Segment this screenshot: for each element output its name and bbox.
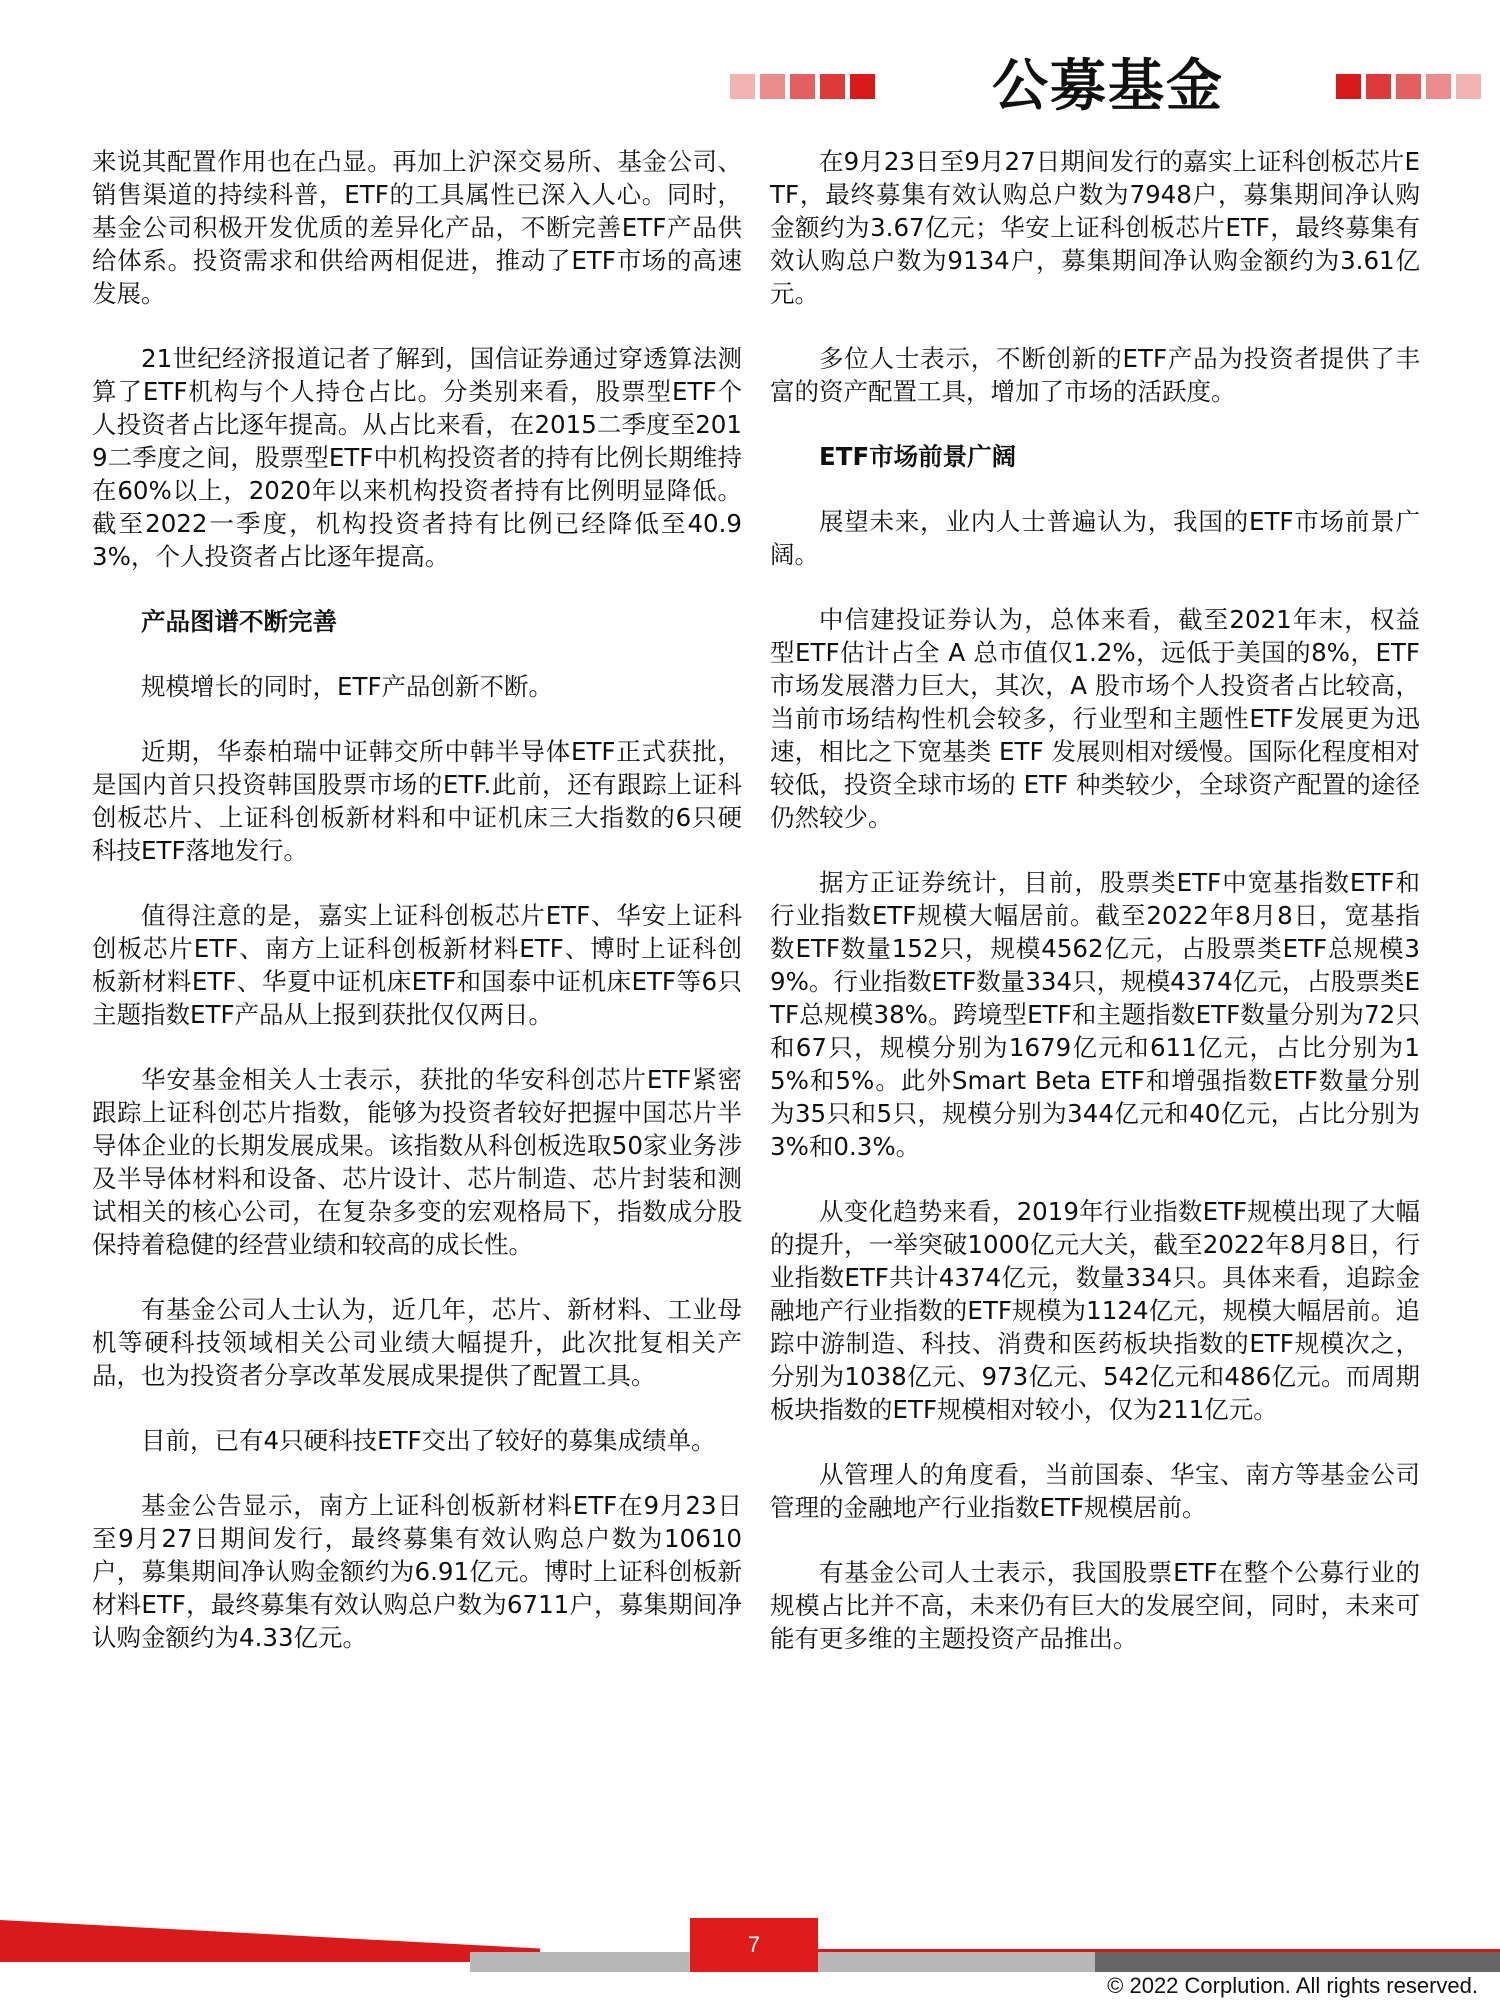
header-square-right-2 (1366, 74, 1391, 99)
header-square-right-5 (1456, 74, 1481, 99)
header-decor-left (730, 74, 875, 99)
article-paragraph: 从管理人的角度看，当前国泰、华宝、南方等基金公司管理的金融地产行业指数ETF规模居前。 (770, 1460, 1420, 1522)
article-paragraph: 值得注意的是，嘉实上证科创板芯片ETF、华安上证科创板芯片ETF、南方上证科创板新材料ETF、博时上证科创板新材料ETF、华夏中证机床ETF和国泰中证机床ETF等6只主题指数ETF产品从上报到获批仅仅两日。 (92, 901, 742, 1029)
footer-red-wedge (0, 1920, 540, 1962)
article-paragraph: 有基金公司人士认为，近几年，芯片、新材料、工业母机等硬科技领域相关公司业绩大幅提升，此次批复相关产品，也为投资者分享改革发展成果提供了配置工具。 (92, 1295, 742, 1390)
article-column-right (770, 145, 1420, 1687)
copyright-text: © 2022 Corplution. All rights reserved. (1107, 1973, 1478, 1998)
header-square-left-2 (760, 74, 785, 99)
article-paragraph: 目前，已有4只硬科技ETF交出了较好的募集成绩单。 (141, 1426, 716, 1455)
article-paragraph: 有基金公司人士表示，我国股票ETF在整个公募行业的规模占比并不高，未来仍有巨大的发展空间，同时，未来可能有更多维的主题投资产品推出。 (770, 1558, 1420, 1653)
article-column-left (92, 145, 742, 1686)
header-square-right-1 (1336, 74, 1361, 99)
header-square-left-5 (850, 74, 875, 99)
article-paragraph: 展望未来，业内人士普遍认为，我国的ETF市场前景广阔。 (770, 507, 1420, 569)
article-paragraph: 中信建投证券认为，总体来看，截至2021年末，权益型ETF估计占全 A 总市值仅1.2%，远低于美国的8%，ETF市场发展潜力巨大，其次，A 股市场个人投资者占比较高，当前市场结构性机会较多，行业型和主题性ETF发展更为迅速，相比之下宽基类 ETF 发展则相对缓慢。国际化程度相对较低，投资全球市场的 ETF 种类较少，全球资产配置的途径仍然较少。 (770, 605, 1420, 832)
header-square-right-3 (1396, 74, 1421, 99)
article-paragraph: 在9月23日至9月27日期间发行的嘉实上证科创板芯片ETF，最终募集有效认购总户数为7948户，募集期间净认购金额约为3.67亿元；华安上证科创板芯片ETF，最终募集有效认购总户数为9134户，募集期间净认购金额约为3.61亿元。 (770, 147, 1420, 308)
footer-red-line (818, 1949, 1500, 1952)
article-paragraph: 来说其配置作用也在凸显。再加上沪深交易所、基金公司、销售渠道的持续科普，ETF的工具属性已深入人心。同时，基金公司积极开发优质的差异化产品，不断完善ETF产品供给体系。投资需求和供给两相促进，推动了ETF市场的高速发展。 (92, 147, 742, 308)
footer-dark-band (1095, 1952, 1500, 1972)
article-paragraph: 规模增长的同时，ETF产品创新不断。 (141, 672, 554, 701)
article-paragraph: 多位人士表示，不断创新的ETF产品为投资者提供了丰富的资产配置工具，增加了市场的活跃度。 (770, 344, 1420, 406)
section-heading: 产品图谱不断完善 (141, 607, 337, 636)
page-number: 7 (690, 1918, 818, 1972)
article-paragraph: 基金公告显示，南方上证科创板新材料ETF在9月23日至9月27日期间发行，最终募集有效认购总户数为10610户，募集期间净认购金额约为6.91亿元。博时上证科创板新材料ETF，最终募集有效认购总户数为6711户，募集期间净认购金额约为4.33亿元。 (92, 1491, 742, 1652)
header-square-left-1 (730, 74, 755, 99)
header-square-right-4 (1426, 74, 1451, 99)
header-square-left-4 (820, 74, 845, 99)
header-square-left-3 (790, 74, 815, 99)
article-paragraph: 华安基金相关人士表示，获批的华安科创芯片ETF紧密跟踪上证科创芯片指数，能够为投资者较好把握中国芯片半导体企业的长期发展成果。该指数从科创板选取50家业务涉及半导体材料和设备、芯片设计、芯片制造、芯片封装和测试相关的核心公司，在复杂多变的宏观格局下，指数成分股保持着稳健的经营业绩和较高的成长性。 (92, 1065, 742, 1259)
article-paragraph: 近期，华泰柏瑞中证韩交所中韩半导体ETF正式获批，是国内首只投资韩国股票市场的ETF.此前，还有跟踪上证科创板芯片、上证科创板新材料和中证机床三大指数的6只硬科技ETF落地发行。 (92, 737, 742, 865)
header-decor-right (1336, 74, 1481, 99)
article-paragraph: 21世纪经济报道记者了解到，国信证券通过穿透算法测算了ETF机构与个人持仓占比。分类别来看，股票型ETF个人投资者占比逐年提高。从占比来看，在2015二季度至2019二季度之间，股票型ETF中机构投资者的持有比例长期维持在60%以上，2020年以来机构投资者持有比例明显降低。截至2022一季度，机构投资者持有比例已经降低至40.93%，个人投资者占比逐年提高。 (92, 344, 742, 571)
section-heading: ETF市场前景广阔 (819, 442, 1017, 471)
article-paragraph: 从变化趋势来看，2019年行业指数ETF规模出现了大幅的提升，一举突破1000亿元大关，截至2022年8月8日，行业指数ETF共计4374亿元，数量334只。具体来看，追踪金融地产行业指数的ETF规模为1124亿元，规模大幅居前。追踪中游制造、科技、消费和医药板块指数的ETF规模次之，分别为1038亿元、973亿元、542亿元和486亿元。而周期板块指数的ETF规模相对较小，仅为211亿元。 (770, 1197, 1420, 1424)
page-title: 公募基金 (992, 54, 1224, 119)
article-paragraph: 据方正证券统计，目前，股票类ETF中宽基指数ETF和行业指数ETF规模大幅居前。截至2022年8月8日，宽基指数ETF数量152只，规模4562亿元，占股票类ETF总规模39%。行业指数ETF数量334只，规模4374亿元，占股票类ETF总规模38%。跨境型ETF和主题指数ETF数量分别为72只和67只，规模分别为1679亿元和611亿元，占比分别为15%和5%。此外Smart Beta ETF和增强指数ETF数量分别为35只和5只，规模分别为344亿元和40亿元，占比分别为3%和0.3%。 (770, 868, 1420, 1161)
